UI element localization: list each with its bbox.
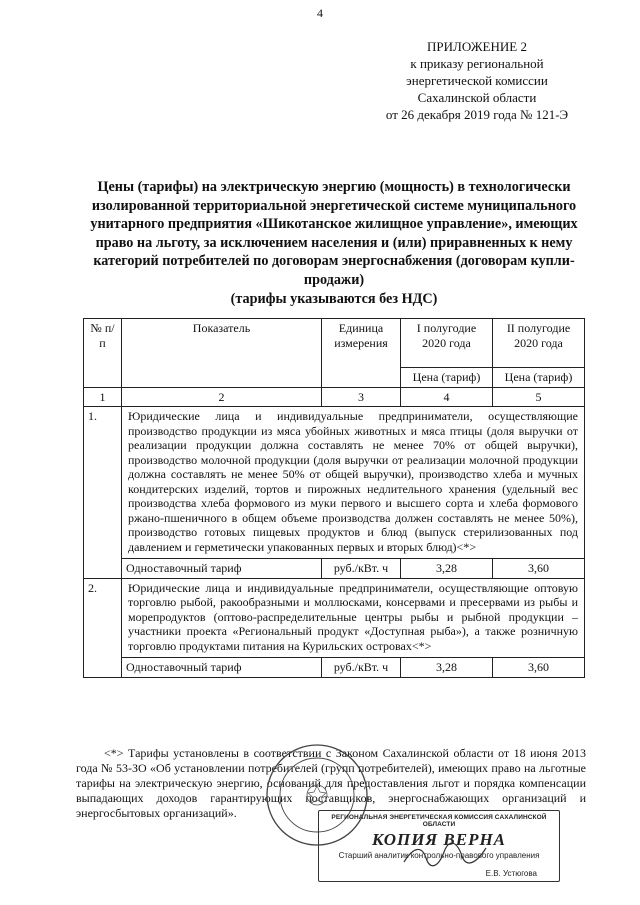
document-title (74, 178, 594, 308)
row-number: 1. (84, 407, 122, 579)
title-text: Цены (тарифы) на электрическую энергию (мощность) в технологически изолированной территориальной энергетической системе муниципального унитарного предприятия «Шикотанское жилищное управление», имеющих право на льготу, за исключением населения и (или) приравненных к нему категорий потребителей по договорам энергоснабжения (договорам купли-продажи) (90, 179, 578, 288)
tariff-label: Одноставочный тариф (122, 658, 322, 678)
table-row (84, 559, 585, 579)
page-number: 4 (317, 6, 323, 20)
tariff-unit: руб./кВт. ч (322, 559, 401, 579)
table-row (84, 658, 585, 678)
column-number: 1 (84, 387, 122, 407)
appendix-line: Сахалинской области (417, 90, 537, 105)
appendix-date: от 26 декабря 2019 года № 121-Э (385, 107, 569, 122)
tariff-value-h2: 3,60 (493, 559, 585, 579)
row-description: Юридические лица и индивидуальные предприниматели, осуществляющие оптовую торговлю рыбой, ракообразными и моллюсками, консервами и пресервами из рыбы и морепродуктов (оптово-распределительные центры рыбы и рыбной продукции – участники проекта «Региональный продукт «Доступная рыба»), а также розничную торговлю продуктами питания на Курильских островах<*> (122, 578, 585, 658)
column-number: 5 (493, 387, 585, 407)
stamp-name: Е.В. Устюгова (485, 869, 537, 878)
appendix-title: ПРИЛОЖЕНИЕ 2 (427, 39, 527, 54)
tariff-label: Одноставочный тариф (122, 559, 322, 579)
column-number: 3 (322, 387, 401, 407)
row-number: 2. (84, 578, 122, 677)
header-half1: I полугодие 2020 года (401, 319, 493, 368)
stamp-copy-label: КОПИЯ ВЕРНА (371, 830, 507, 849)
header-unit: Единица измерения (322, 319, 401, 388)
header-indicator: Показатель (122, 319, 322, 388)
stamp-org: РЕГИОНАЛЬНАЯ ЭНЕРГЕТИЧЕСКАЯ КОМИССИЯ САХАЛИНСКОЙ ОБЛАСТИ (331, 814, 547, 828)
tariff-value-h1: 3,28 (401, 658, 493, 678)
tariff-value-h1: 3,28 (401, 559, 493, 579)
appendix-line: энергетической комиссии (406, 73, 548, 88)
column-number: 4 (401, 387, 493, 407)
row-description: Юридические лица и индивидуальные предприниматели, осуществляющие производство продукции из мяса убойных животных и мяса птицы (доля выручки от реализации продукции должна составлять не менее 70% от общей выручки), производство молочной продукции (доля выручки от реализации молочной продукции должна составлять не менее 50% от общей выручки), производство хлеба и мучных кондитерских изделий, тортов и пирожных недлительного хранения (удельный вес производства хлеба формового из муки первого и высшего сорта и хлеба формового ржано-пшеничного в общем объеме производства должен составлять не менее 50%), производство готовых пищевых продуктов и блюд (выпуск стерилизованных под давлением и герметически упакованных первых и вторых блюд)<*> (122, 407, 585, 559)
footnote-text: <*> Тарифы установлены в соответствии с Законом Сахалинской области от 18 июня 2013 года № 53-ЗО «Об установлении потребителей (групп потребителей), имеющих право на льготные тарифы на электрическую энергию, оснований для предоставления льгот и порядка компенсации выпадающих доходов гарантирующих поставщиков, энергоснабжающих организаций и энергосбытовых организаций». (76, 746, 586, 820)
tariff-value-h2: 3,60 (493, 658, 585, 678)
column-number: 2 (122, 387, 322, 407)
appendix-block (352, 38, 602, 123)
header-num: № п/п (84, 319, 122, 388)
tariff-unit: руб./кВт. ч (322, 658, 401, 678)
stamp-position: Старший аналитик контрольно-правового управления (338, 851, 540, 860)
title-subtitle: (тарифы указываются без НДС) (230, 290, 438, 307)
table-row (84, 407, 585, 559)
appendix-line: к приказу региональной (410, 56, 544, 71)
table-row (84, 578, 585, 658)
header-price2: Цена (тариф) (493, 368, 585, 388)
table-header-row (84, 319, 585, 368)
column-number-row (84, 387, 585, 407)
header-price1: Цена (тариф) (401, 368, 493, 388)
signature-icon (400, 840, 490, 870)
header-half2: II полугодие 2020 года (493, 319, 585, 368)
tariff-table (83, 318, 585, 678)
